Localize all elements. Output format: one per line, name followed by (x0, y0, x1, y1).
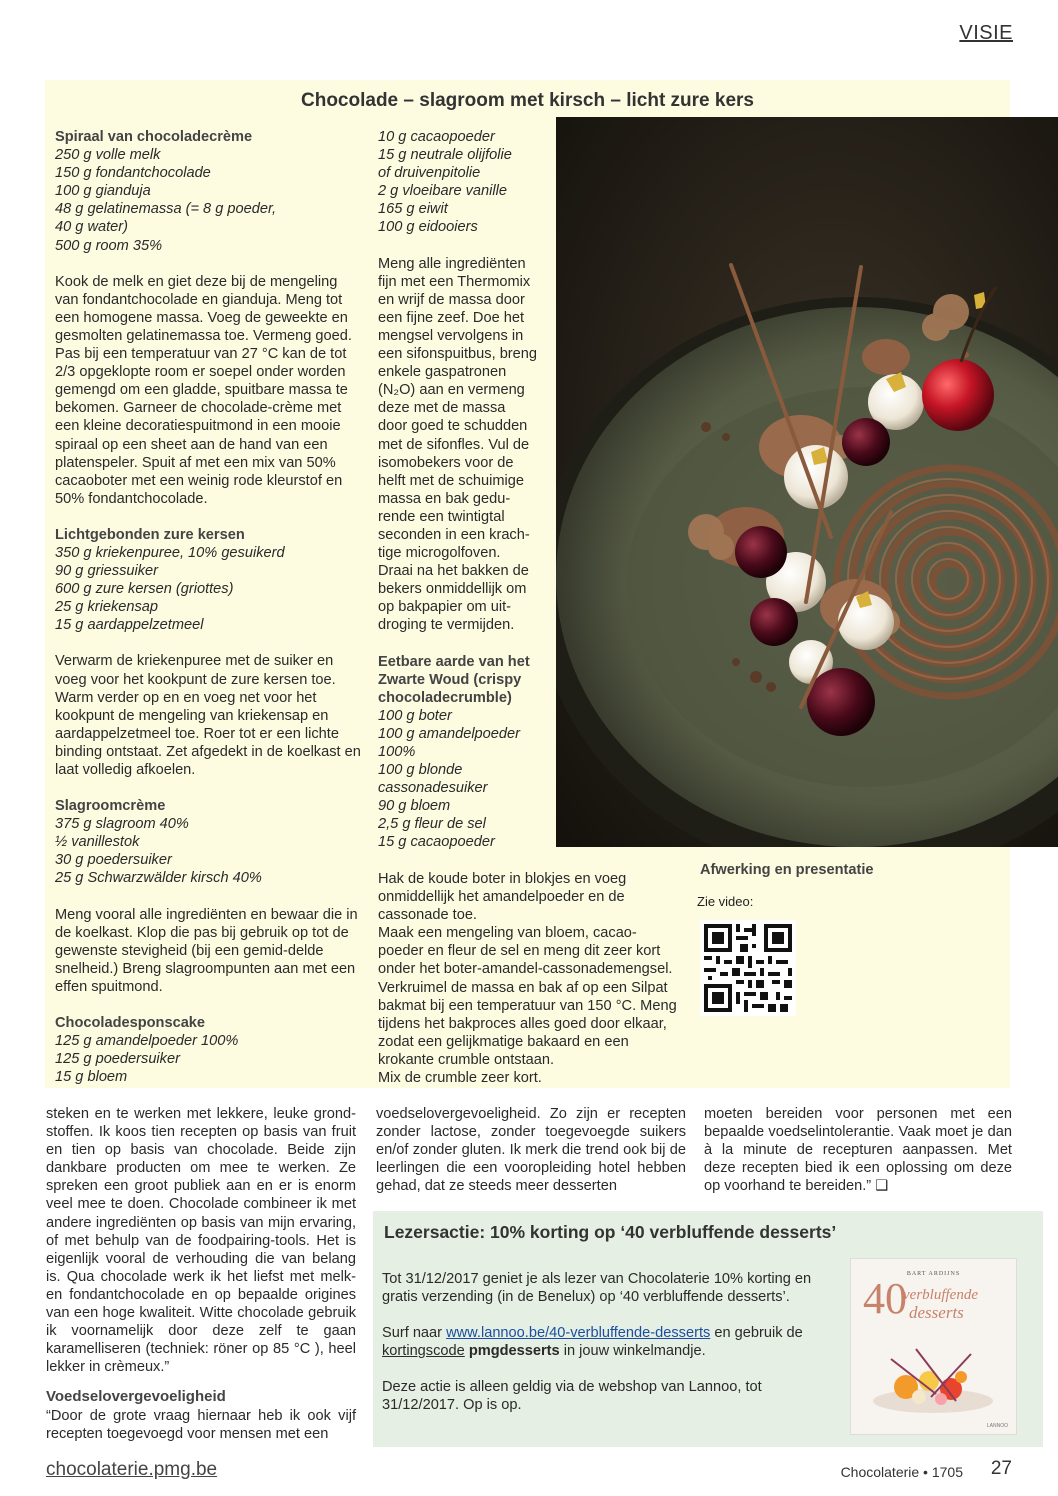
section-tag: VISIE (959, 22, 1013, 44)
aarde-ingredients: 100 g boter 100 g amandelpoeder 100% 100 g blonde cassonadesuiker 90 g bloem 2,5 g fleur de sel 15 g cacaopoeder (378, 707, 520, 851)
promo-paragraph-2: Surf naar www.lannoo.be/40-verbluffende-desserts en gebruik de kortingscode pmgdesserts in jouw winkelmandje. (382, 1325, 803, 1360)
sponscake-heading: Chocoladesponscake (55, 1015, 206, 1032)
book-cover (850, 1258, 1017, 1435)
sponscake-method: Meng alle ingrediënten fijn met een Thermomix en wrijf de massa door een fijne zeef. Doe het mengsel vervolgens in een sifonspuitbus, breng enkele gaspatronen (N₂O) aan en vermeng deze met de massa door goed te schudden met de sifonfles. Vul de isomobekers voor de helft met de schuimige massa en bak gedu-rende een twintigtal seconden in een krach-tige microgolfoven. Draai na het bakken de bekers onmiddellijk om op bakpapier om uit-droging te vermijden. (378, 255, 538, 634)
article-text-1: steken en te werken met lekkere, leuke grond-stoffen. Ik koos tien recepten op basis van fruit en tien op basis van chocolade. Beide zijn dankbare producten om mee te werken. Ze spreken een groot publiek aan en er is enorm veel mee te doen. Chocolade combineer ik met andere ingrediënten op basis van mijn ervaring, of met behulp van de foodpairing-tools. Het is eigenlijk vooral de verhouding die van belang is. Qua chocolade werk ik het liefst met melk- en fondantchocolade en op bepaalde origines van een hoge kwaliteit. Witte chocolade gebruik ik voornamelijk door deze zelf te gaan karamelliseren (techniek: röner op 85 °C ), heel lekker in crèmeux.” (46, 1106, 356, 1376)
book-number: 40 (863, 1274, 907, 1323)
qr-code[interactable] (700, 920, 796, 1016)
lannoo-link[interactable]: www.lannoo.be/40-verbluffende-desserts (446, 1325, 711, 1342)
voedsel-heading: Voedselovergevoeligheid (46, 1388, 226, 1406)
promo-paragraph-3: Deze actie is alleen geldig via de webshop van Lannoo, tot 31/12/2017. Op is op. (382, 1379, 762, 1414)
promo-text (382, 1270, 822, 1433)
recipe-title: Chocolade – slagroom met kirsch – licht zure kers (301, 90, 754, 111)
recipe-column-2 (378, 128, 538, 852)
kortingscode: pmgdesserts (468, 1343, 560, 1360)
article-column-2 (376, 1105, 686, 1195)
article-text-1-end: “Door de grote vraag hiernaar heb ik ook vijf recepten toegevoegd voor mensen met een (46, 1407, 356, 1442)
article-column-1 (46, 1105, 356, 1443)
video-label: Zie video: (697, 894, 754, 909)
article-text-3: moeten bereiden voor personen met een bepaalde voedselintolerantie. Vaak moet je dan à la minute de recepturen aanpassen. Met deze recepten bied ik een oplossing om deze op voorhand te bereiden.” ❑ (704, 1106, 1012, 1195)
sponscake-ingredients-cont: 10 g cacaopoeder 15 g neutrale olijfolie of druivenpitolie 2 g vloeibare vanille 165 g eiwit 100 g eidooiers (378, 129, 512, 236)
slagroom-ingredients: 375 g slagroom 40% ½ vanillestok 30 g poedersuiker 25 g Schwarzwälder kirsch 40% (55, 816, 262, 887)
article-text-2: voedselovergevoeligheid. Zo zijn er recepten zonder lactose, zonder toegevoegde suikers en/of zonder gluten. Ik merk die trend ook bij de leerlingen die een vooropleiding hotel hebben gehad, dat ze steeds meer desserten (376, 1106, 686, 1195)
article-column-3 (704, 1105, 1012, 1195)
spiraal-heading: Spiraal van chocoladecrème (55, 129, 253, 145)
slagroom-heading: Slagroomcrème (55, 798, 166, 815)
spiraal-method: Kook de melk en giet deze bij de mengeling van fondantchocolade en gianduja. Meng tot een homogene massa. Voeg de geweekte en gesmolten gelatinemassa toe. Vermeng goed. Pas bij een temperatuur van 27 °C kan de tot 2/3 opgeklopte room er soepel onder worden gemengd om een gladde, spuitbare massa te bekomen. Garneer de chocolade-crème met een kleine decoratiespuitmond in een mooie spiraal op een sheet aan de hand van een platenspeler. Spuit af met een mix van 50% cacaoboter met een weinig rode kleurstof en 50% fondantchocolade. (55, 273, 352, 507)
book-publisher: LANNOO (986, 1423, 1008, 1429)
kersen-method: Verwarm de kriekenpuree met de suiker en voeg voor het kookpunt de zure kersen toe. Warm verder op en en voeg net voor het kookpunt de mengeling van kriekensap en aardappelzetmeel toe. Roer tot er een lichte binding ontstaat. Zet afgedekt in de koelkast en laat volledig afkoelen. (55, 653, 361, 778)
recipe-column-1 (55, 128, 363, 1086)
sponscake-ingredients: 125 g amandelpoeder 100% 125 g poedersuiker 15 g bloem (55, 1033, 239, 1086)
aarde-method: Hak de koude boter in blokjes en voeg onmiddellijk het amandelpoeder en de cassonade toe. Maak een mengeling van bloem, cacao-poeder en fleur de sel en meng dit zeer kort onder het boter-amandel-cassonademengsel. Verkruimel de massa en bak af op een Silpat bakmat bij een temperatuur van 150 °C. Meng tijdens het bakproces alles goed door elkaar, zodat een gelijkmatige bakaard en een krokante crumble ontstaan. Mix de crumble zeer kort. (378, 871, 677, 1087)
spiraal-ingredients: 250 g volle melk 150 g fondantchocolade 100 g gianduja 48 g gelatinemassa (= 8 g poeder, 40 g water) 500 g room 35% (55, 147, 277, 254)
kersen-heading: Lichtgebonden zure kersen (55, 526, 245, 543)
book-title-1: verbluffende (903, 1287, 978, 1303)
aarde-heading: Eetbare aarde van het Zwarte Woud (crispy chocoladecrumble) (378, 653, 530, 706)
afwerking-heading: Afwerking en presentatie (700, 862, 874, 878)
footer-magazine: Chocolaterie • 1705 (840, 1464, 963, 1480)
slagroom-method: Meng vooral alle ingrediënten en bewaar die in de koelkast. Klop die pas bij gebruik op tot de gewenste stevigheid (bij een gemid-delde snelheid.) Breng slagroompunten aan met een effen spuitmond. (55, 906, 358, 995)
recipe-column-2-bottom (378, 870, 678, 1087)
footer-url[interactable]: chocolaterie.pmg.be (46, 1459, 218, 1480)
kersen-ingredients: 350 g kriekenpuree, 10% gesuikerd 90 g griessuiker 600 g zure kersen (griottes) 25 g kriekensap 15 g aardappelzetmeel (55, 544, 285, 634)
dessert-photo (556, 117, 1058, 847)
book-dessert-illustration (861, 1339, 1006, 1419)
kortingscode-label: kortingscode (382, 1343, 465, 1360)
page-number: 27 (990, 1458, 1012, 1479)
promo-title: Lezersactie: 10% korting op ‘40 verbluffende desserts’ (384, 1222, 837, 1242)
promo-paragraph-1: Tot 31/12/2017 geniet je als lezer van Chocolaterie 10% korting en gratis verzending (in de Benelux) op ‘40 verbluffende desserts’. (382, 1271, 812, 1306)
book-author: BART ARDIJNS (906, 1271, 961, 1277)
book-title-2: desserts (909, 1303, 964, 1322)
